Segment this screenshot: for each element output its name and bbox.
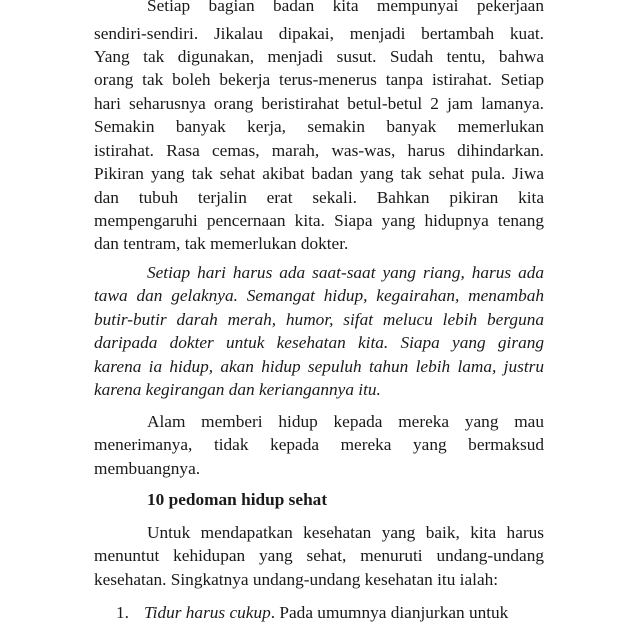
- text-line: Setiap hari harus ada saat-saat yang riang, harus ada: [147, 263, 544, 282]
- text-line: sendiri-sendiri. Jikalau dipakai, menjadi bertambah kuat.: [94, 24, 544, 43]
- text-line: Untuk mendapatkan kesehatan yang baik, kita harus: [147, 523, 544, 542]
- text-line: Yang tak digunakan, menjadi susut. Sudah tentu, bahwa: [94, 47, 544, 66]
- text-line: kesehatan. Singkatnya undang-undang kesehatan itu ialah:: [94, 570, 499, 589]
- list-item-rest: . Pada umumnya dianjurkan untuk: [270, 603, 509, 622]
- section-heading: 10 pedoman hidup sehat: [147, 490, 328, 509]
- text-line: mempengaruhi pencernaan kita. Siapa yang hidupnya tenang: [94, 211, 544, 230]
- text-line: membuangnya.: [94, 459, 201, 478]
- list-item-term: Tidur harus cukup: [144, 603, 271, 622]
- text-line: istirahat. Rasa cemas, marah, was-was, harus dihindarkan.: [94, 141, 544, 160]
- list-item-number: 1.: [116, 603, 129, 622]
- text-line: karena kegirangan dan keriangannya itu.: [94, 380, 381, 399]
- text-line: Pikiran yang tak sehat akibat badan yang tak sehat pula. Jiwa: [94, 164, 544, 183]
- text-line: daripada dokter untuk kesehatan kita. Siapa yang girang: [94, 333, 544, 352]
- text-line: menuntut kehidupan yang sehat, menuruti undang-undang: [94, 546, 544, 565]
- text-line: Alam memberi hidup kepada mereka yang mau: [147, 412, 544, 431]
- text-line: dan tentram, tak memerlukan dokter.: [94, 234, 349, 253]
- text-line: menerimanya, tidak kepada mereka yang bermaksud: [94, 435, 544, 454]
- text-line: orang tak boleh bekerja terus-menerus tanpa istirahat. Setiap: [94, 70, 544, 89]
- list-item-text: [144, 601, 544, 625]
- text-line: butir-butir darah merah, humor, sifat melucu lebih berguna: [94, 310, 544, 329]
- text-line: dan tubuh terjalin erat sekali. Bahkan pikiran kita: [94, 188, 544, 207]
- text-line: karena ia hidup, akan hidup sepuluh tahun lebih lama, justru: [94, 357, 544, 376]
- text-line: Semakin banyak kerja, semakin banyak memerlukan: [94, 117, 544, 136]
- text-line: Setiap bagian badan kita mempunyai pekerjaan: [147, 0, 544, 15]
- text-line: hari seharusnya orang beristirahat betul-betul 2 jam lamanya.: [94, 94, 544, 113]
- text-line: tawa dan gelaknya. Semangat hidup, kegairahan, menambah: [94, 286, 544, 305]
